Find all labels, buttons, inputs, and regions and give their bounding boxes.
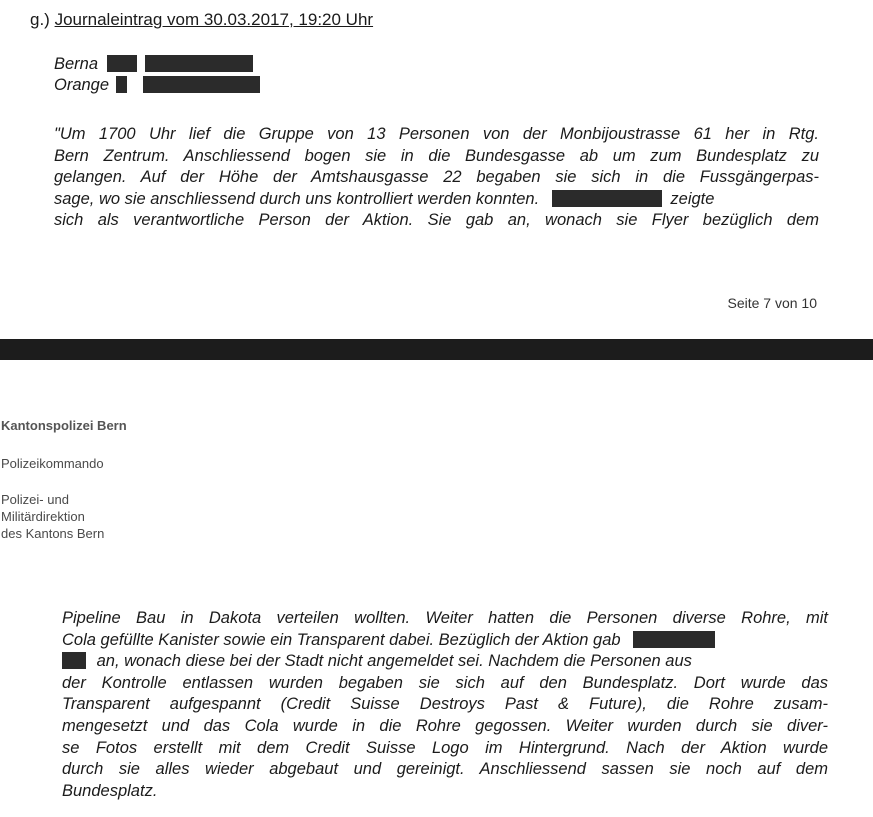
participant-label: Berna [54, 55, 99, 73]
redaction-block [633, 631, 715, 648]
redaction-block [552, 190, 662, 207]
text-fragment: an, wonach diese bei der Stadt nicht angemeldet sei. Nachdem die Personen aus [96, 652, 692, 671]
text-line: sich als verantwortliche Person der Aktion. Sie gab an, wonach sie Flyer bezüglich dem [54, 211, 819, 230]
text-line: durch sie alles wieder abgebaut und gereinigt. Anschliessend sassen sie noch auf dem [62, 760, 828, 779]
text-line-with-redaction [62, 630, 828, 652]
redaction-block [143, 76, 260, 93]
text-line: Bundesplatz. [62, 781, 158, 800]
report-text-part2 [62, 608, 828, 802]
entry-title: Journaleintrag vom 30.03.2017, 19:20 Uhr [54, 10, 374, 29]
journal-entry-heading [30, 10, 373, 30]
text-fragment: sage, wo sie anschliessend durch uns kontrolliert werden konnten. [54, 189, 540, 208]
text-line-with-redaction [54, 189, 819, 211]
entry-prefix: g.) [30, 10, 50, 29]
text-line: Transparent aufgespannt (Credit Suisse Destroys Past & Future), die Rohre zusam- [62, 695, 828, 714]
department-line: Polizei- und [1, 492, 69, 507]
participant-row [54, 54, 260, 75]
text-fragment: zeigte [670, 189, 715, 208]
participant-list [54, 54, 260, 96]
letterhead-unit: Polizeikommando [1, 456, 104, 471]
text-line: gelangen. Auf der Höhe der Amtshausgasse 22 begaben sie sich in die Fussgängerpas- [54, 168, 819, 187]
redaction-block [116, 76, 127, 93]
redaction-block [107, 55, 137, 72]
redaction-block [145, 55, 253, 72]
text-line: se Fotos erstellt mit dem Credit Suisse Logo im Hintergrund. Nach der Aktion wurde [62, 738, 828, 757]
page-divider [0, 339, 873, 360]
department-line: des Kantons Bern [1, 526, 105, 541]
letterhead-org: Kantonspolizei Bern [1, 418, 127, 433]
page-number: Seite 7 von 10 [727, 295, 817, 311]
text-line: der Kontrolle entlassen wurden begaben sie sich auf den Bundesplatz. Dort wurde das [62, 673, 828, 692]
text-line: mengesetzt und das Cola wurde in die Rohre gegossen. Weiter wurden durch sie diver- [62, 716, 828, 735]
text-line: Bern Zentrum. Anschliessend bogen sie in die Bundesgasse ab um zum Bundesplatz zu [54, 146, 819, 165]
text-line: "Um 1700 Uhr lief die Gruppe von 13 Personen von der Monbijoustrasse 61 her in Rtg. [54, 125, 819, 143]
participant-label: Orange [54, 76, 110, 94]
text-line-with-redaction [62, 651, 828, 673]
redaction-block [62, 652, 86, 669]
text-line: Pipeline Bau in Dakota verteilen wollten. Weiter hatten die Personen diverse Rohre, mit [62, 609, 828, 627]
department-line: Militärdirektion [1, 509, 85, 524]
participant-row [54, 75, 260, 96]
text-fragment: Cola gefüllte Kanister sowie ein Transparent dabei. Bezüglich der Aktion gab [62, 630, 621, 649]
letterhead-department [1, 491, 104, 542]
report-text-part1 [54, 124, 819, 232]
